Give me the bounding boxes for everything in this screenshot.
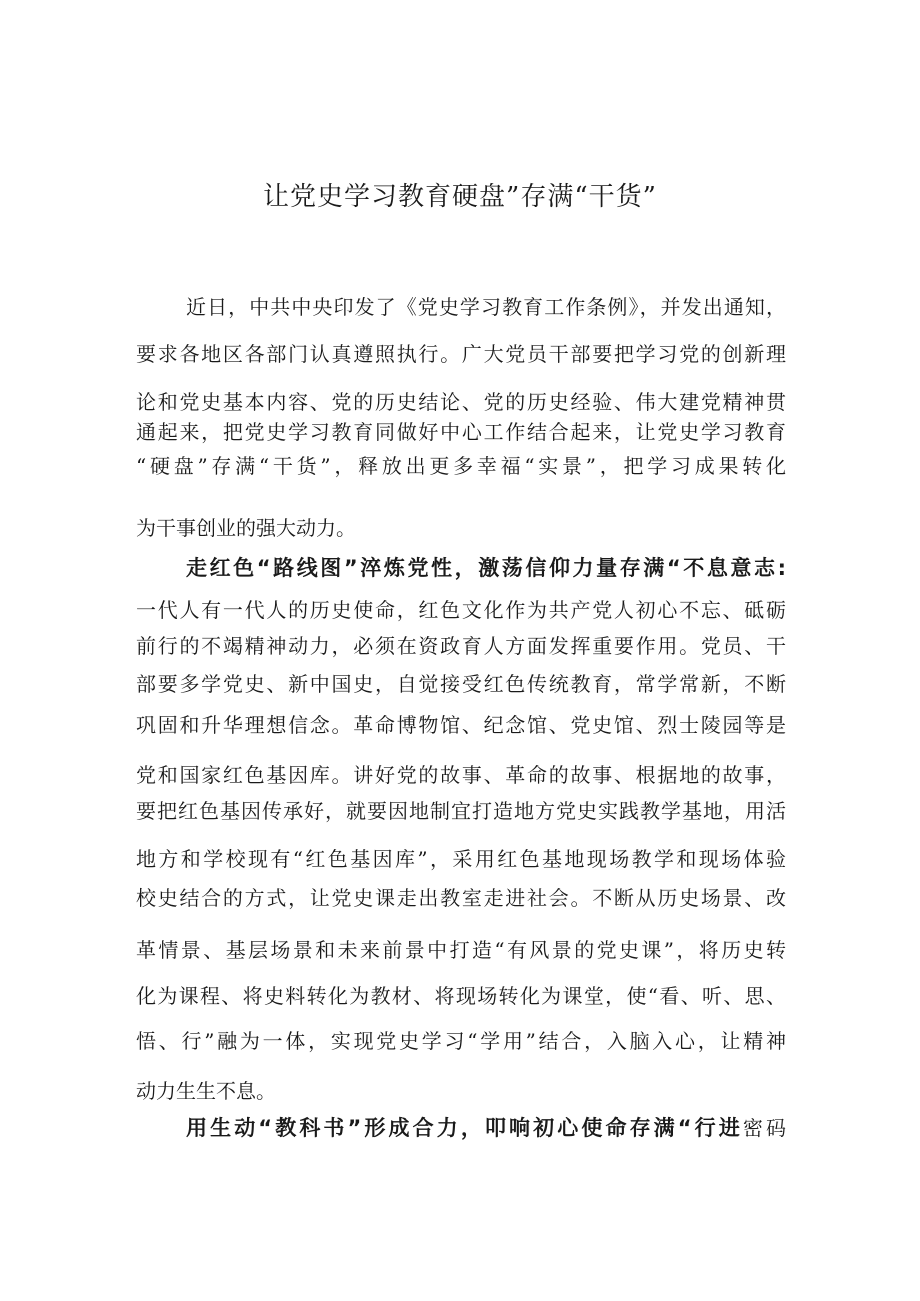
text-line: “硬盘”存满“干货”，释放出更多幸福“实景”，把学习成果转化	[136, 454, 786, 478]
document-title: 让党史学习教育硬盘”存满“干货”	[263, 182, 657, 212]
text-line: 悟、行”融为一体，实现党史学习“学用”结合，入脑入心，让精神	[136, 1029, 786, 1053]
text-line: 为干事创业的强大动力。	[136, 516, 356, 540]
text-line: 党和国家红色基因库。讲好党的故事、革命的故事、根据地的故事，	[136, 763, 786, 787]
text-line: 地方和学校现有“红色基因库”，采用红色基地现场教学和现场体验	[136, 847, 786, 871]
text-line: 化为课程、将史料转化为教材、将现场转化为课堂，使“看、听、思、	[136, 984, 786, 1008]
text-line: 论和党史基本内容、党的历史结论、党的历史经验、伟大建党精神贯	[136, 390, 786, 414]
section-heading-2-tail: 密码	[742, 1116, 787, 1140]
section-heading-2-text: 用生动“教科书”形成合力，叩响初心使命存满“行进	[186, 1116, 743, 1140]
text-line: 部要多学党史、新中国史，自觉接受红色传统教育，常学常新，不断	[136, 672, 786, 696]
section-heading-1: 走红色“路线图”淬炼党性，激荡信仰力量存满“不息意志:	[186, 556, 786, 580]
text-line: 要求各地区各部门认真遵照执行。广大党员干部要把学习党的创新理	[136, 342, 786, 366]
text-line: 通起来，把党史学习教育同做好中心工作结合起来，让党史学习教育	[136, 420, 786, 444]
text-line: 革情景、基层场景和未来前景中打造“有风景的党史课”，将历史转	[136, 938, 786, 962]
section-heading-2	[186, 1112, 786, 1142]
text-line: 校史结合的方式，让党史课走出教室走进社会。不断从历史场景、改	[136, 886, 786, 910]
text-line: 动力生生不息。	[136, 1079, 276, 1103]
text-line: 一代人有一代人的历史使命，红色文化作为共产党人初心不忘、砥砺	[136, 598, 786, 622]
text-line: 要把红色基因传承好，就要因地制宜打造地方党史实践教学基地，用活	[136, 799, 786, 823]
text-line: 巩固和升华理想信念。革命博物馆、纪念馆、党史馆、烈士陵园等是	[136, 713, 786, 737]
text-line: 近日，中共中央印发了《党史学习教育工作条例》，并发出通知，	[186, 295, 786, 319]
text-line: 前行的不竭精神动力，必须在资政育人方面发挥重要作用。党员、干	[136, 634, 786, 658]
